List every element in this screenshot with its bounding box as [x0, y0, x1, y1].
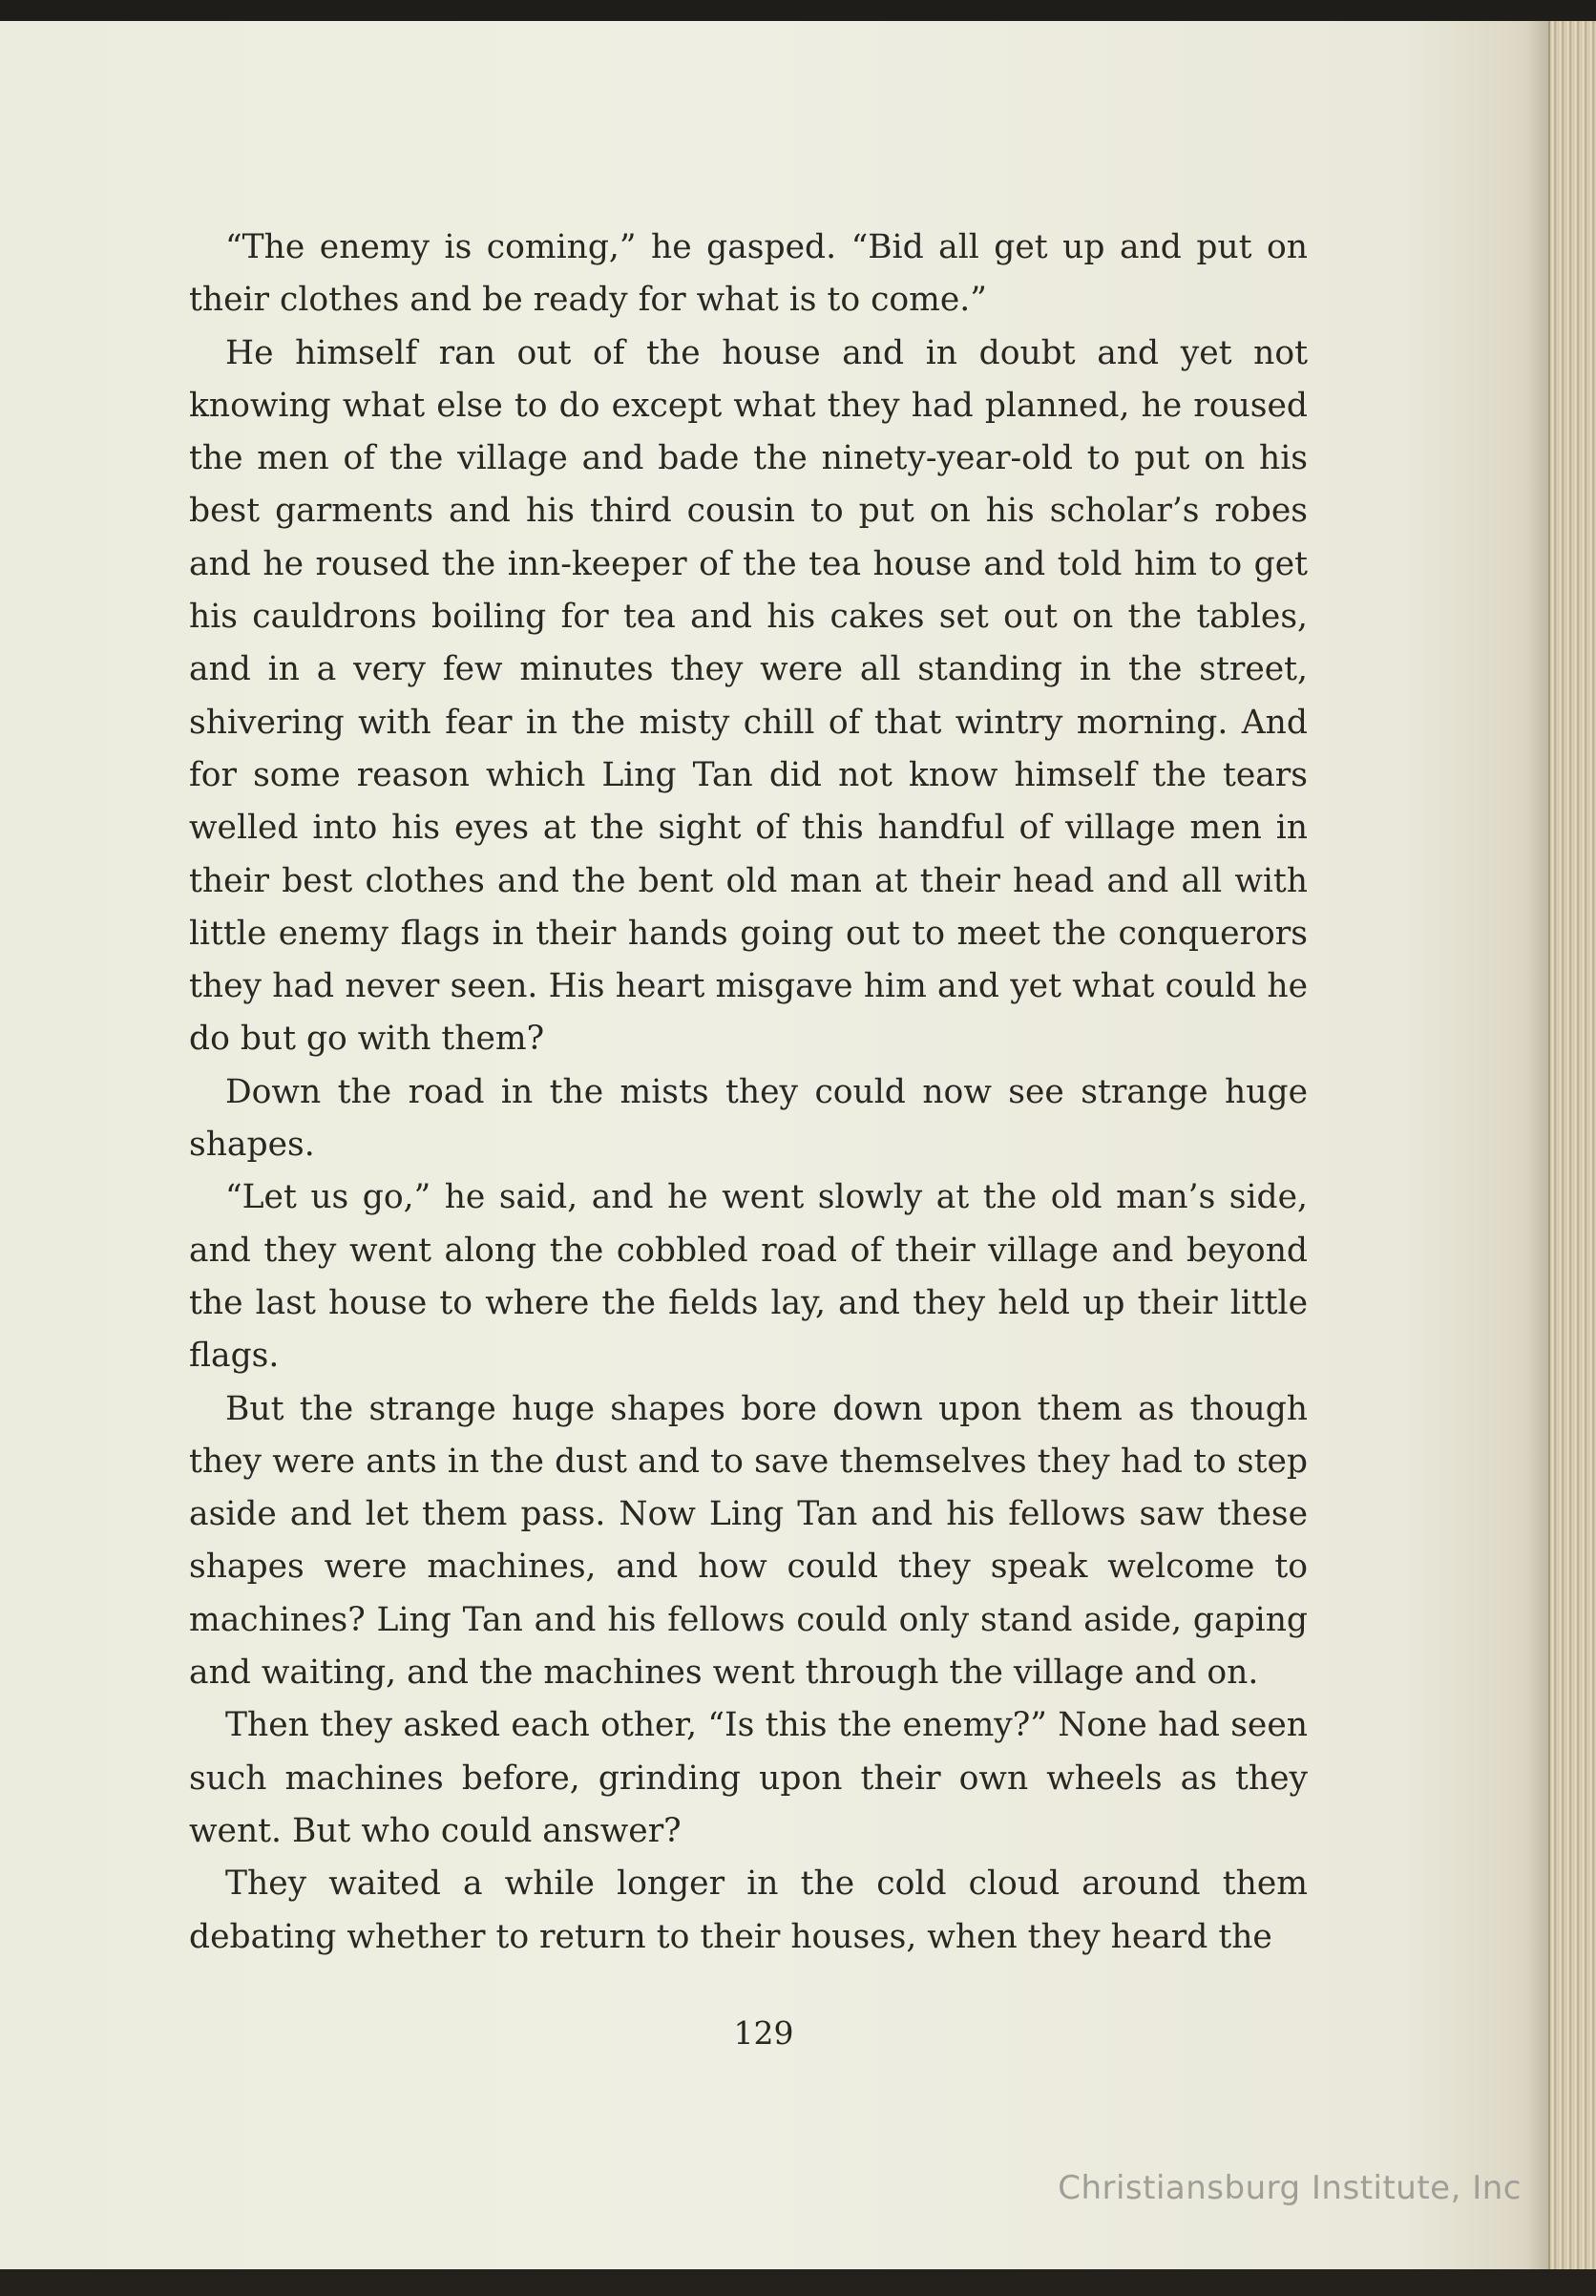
- page-gutter-shadow: [1527, 21, 1550, 2269]
- paragraph: But the strange huge shapes bore down upon them as though they were ants in the dust and to save themselves they had to step aside and let them pass. Now Ling Tan and his fellows saw these shapes were machines, and how could they speak welcome to machines? Ling Tan and his fellows could only stand aside, gaping and waiting, and the machines went through the village and on.: [189, 1389, 1308, 1693]
- paragraph: Down the road in the mists they could now see strange huge shapes.: [189, 1072, 1308, 1165]
- body-text: [189, 221, 1308, 1964]
- paragraph: He himself ran out of the house and in doubt and yet not knowing what else to do except what they had planned, he roused the men of the village and bade the ninety-year-old to put on his best garments and his third cousin to put on his scholar’s robes and he roused the inn-keeper of the tea house and told him to get his cauldrons boiling for tea and his cakes set out on the tables, and in a very few minutes they were all standing in the street, shivering with fear in the misty chill of that wintry morning. And for some reason which Ling Tan did not know himself the tears welled into his eyes at the sight of this handful of village men in their best clothes and the bent old man at their head and all with little enemy flags in their hands going out to meet the conquerors they had never seen. His heart misgave him and yet what could he do but go with them?: [189, 333, 1308, 1059]
- paragraph: They waited a while longer in the cold cloud around them debating whether to return to their houses, when they heard the: [189, 1864, 1308, 1956]
- watermark: Christiansburg Institute, Inc: [1058, 2169, 1522, 2207]
- scan-top-border: [0, 0, 1596, 21]
- page-number: 129: [733, 2014, 794, 2052]
- paragraph: Then they asked each other, “Is this the enemy?” None had seen such machines before, grinding upon their own wheels as they went. But who could answer?: [189, 1706, 1308, 1850]
- scan-bottom-border: [0, 2269, 1596, 2296]
- page-edges: [1548, 21, 1596, 2269]
- paragraph: “Let us go,” he said, and he went slowly at the old man’s side, and they went along the cobbled road of their village and beyond the last house to where the fields lay, and they held up their little flags.: [189, 1178, 1308, 1376]
- paragraph: “The enemy is coming,” he gasped. “Bid all get up and put on their clothes and be ready for what is to come.”: [189, 228, 1308, 320]
